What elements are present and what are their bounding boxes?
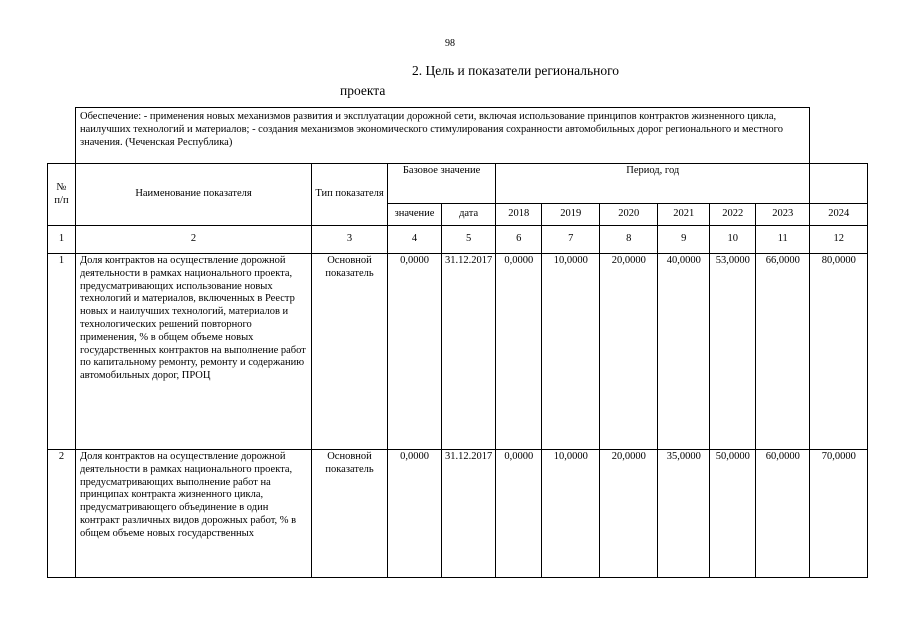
header-base: Базовое значение [388,164,496,204]
column-number: 3 [312,226,388,254]
year-value: 0,0000 [496,450,542,578]
indicator-name: Доля контрактов на осуществление дорожной деятельности в рамках национального проекта, предусматривающих использование новых технологий и материалов, включенных в Реестр новых и наилучших технологий, материалов и технологических решений повторного применения, % в общем объеме новых государственных контрактов на выполнение работ по капитальному ремонту, ремонту и содержанию автомобильных дорог, ПРОЦ [76,254,312,450]
year-value: 20,0000 [600,450,658,578]
year-value: 53,0000 [710,254,756,450]
header-year: 2023 [756,204,810,226]
base-date: 31.12.2017 [442,254,496,450]
row-num: 2 [48,450,76,578]
column-number: 8 [600,226,658,254]
heading-line-2: проекта [340,83,386,98]
year-value: 10,0000 [542,450,600,578]
base-value: 0,0000 [388,450,442,578]
column-number: 5 [442,226,496,254]
column-number: 9 [658,226,710,254]
heading-line-1: 2. Цель и показатели регионального [412,63,620,78]
year-value: 20,0000 [600,254,658,450]
provision-text: Обеспечение: - применения новых механизмов развития и эксплуатации дорожной сети, включая использование принципов контрактов жизненного цикла, наилучших технологий и материалов; - создания механизмов экономического стимулирования сохранности автомобильных дорог регионального и местного значения. (Чеченская Республика) [76,108,810,164]
year-value: 50,0000 [710,450,756,578]
header-year: 2019 [542,204,600,226]
indicator-name: Доля контрактов на осуществление дорожной деятельности в рамках национального проекта, предусматривающих выполнение работ на принципах контракта жизненного цикла, предусматривающего объединение в один контракт различных видов дорожных работ, % в общем объеме новых государственных [76,450,312,578]
table-row [48,450,868,578]
header-year: 2018 [496,204,542,226]
header-period: Период, год [496,164,810,204]
column-number: 11 [756,226,810,254]
year-value: 66,0000 [756,254,810,450]
year-value: 0,0000 [496,254,542,450]
header-period-extra [810,164,868,204]
column-number: 10 [710,226,756,254]
column-number: 4 [388,226,442,254]
table-corner-blank-right [810,108,868,164]
year-value: 70,0000 [810,450,868,578]
header-year: 2022 [710,204,756,226]
base-date: 31.12.2017 [442,450,496,578]
column-number: 2 [76,226,312,254]
column-number: 12 [810,226,868,254]
indicator-type: Основной показатель [312,254,388,450]
indicators-table [47,107,868,578]
column-number: 7 [542,226,600,254]
header-year: 2024 [810,204,868,226]
column-number: 1 [48,226,76,254]
indicator-type: Основной показатель [312,450,388,578]
header-type: Тип показателя [312,164,388,226]
header-num: № п/п [48,164,76,226]
base-value: 0,0000 [388,254,442,450]
header-year: 2020 [600,204,658,226]
column-number: 6 [496,226,542,254]
year-value: 40,0000 [658,254,710,450]
header-base-value: значение [388,204,442,226]
table-corner-blank [48,108,76,164]
year-value: 10,0000 [542,254,600,450]
header-base-date: дата [442,204,496,226]
table-row [48,254,868,450]
header-year: 2021 [658,204,710,226]
page-number: 98 [445,38,455,49]
year-value: 80,0000 [810,254,868,450]
row-num: 1 [48,254,76,450]
year-value: 60,0000 [756,450,810,578]
year-value: 35,0000 [658,450,710,578]
header-name: Наименование показателя [76,164,312,226]
